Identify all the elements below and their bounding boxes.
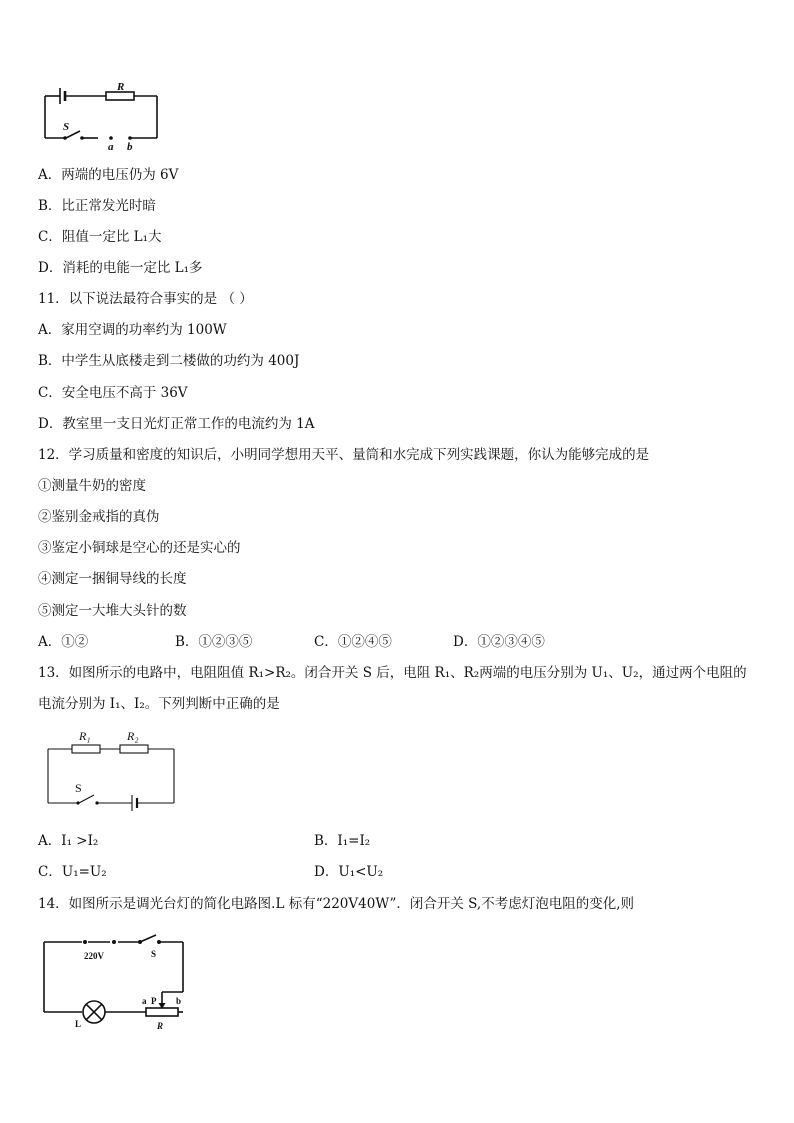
q12-stem: 12．学习质量和密度的知识后，小明同学想用天平、量筒和水完成下列实践课题，你认为能够完成的是 — [38, 447, 650, 463]
label-S: S — [63, 121, 70, 133]
q10-option-b[interactable]: B．比正常发光时暗 — [38, 198, 156, 214]
q11-option-b[interactable]: B．中学生从底楼走到二楼做的功约为 400J — [38, 353, 300, 369]
q11-option-d[interactable]: D．教室里一支日光灯正常工作的电流约为 1A — [38, 416, 315, 432]
q12-option-c[interactable]: C．①②④⑤ — [314, 634, 392, 650]
resistor — [106, 92, 134, 100]
switch-blade — [140, 935, 156, 942]
circuit-diagram-q13 — [42, 725, 182, 807]
q11-option-c[interactable]: C．安全电压不高于 36V — [38, 385, 188, 401]
switch-contact — [80, 136, 84, 140]
label-R: R — [117, 81, 125, 93]
q10-option-a[interactable]: A．两端的电压仍为 6V — [38, 167, 179, 183]
q14-stem: 14．如图所示是调光台灯的简化电路图.L 标有“220V40W”．闭合开关 S,不考虑灯泡电阻的变化,则 — [38, 896, 634, 912]
q13-stem-line2: 电流分别为 I₁、I₂。下列判断中正确的是 — [38, 696, 280, 712]
q13-stem-line1: 13．如图所示的电路中，电阻阻值 R₁>R₂。闭合开关 S 后，电阻 R₁、R₂两端的电压分别为 U₁、U₂，通过两个电阻的 — [38, 665, 747, 681]
label-a: a — [142, 996, 147, 1006]
q11-stem: 11．以下说法最符合事实的是 （ ） — [38, 291, 253, 307]
q12-item: ④测定一捆铜导线的长度 — [38, 571, 187, 587]
circuit-diagram-q10 — [38, 78, 168, 153]
label-r2: R₂ — [127, 729, 139, 743]
label-p: P — [151, 996, 157, 1006]
switch-blade — [79, 795, 94, 803]
q12-option-d[interactable]: D．①②③④⑤ — [453, 634, 545, 650]
q13-option-a[interactable]: A．I₁ >I₂ — [38, 833, 99, 849]
q12-item: ①测量牛奶的密度 — [38, 478, 146, 494]
q13-option-c[interactable]: C．U₁=U₂ — [38, 864, 107, 880]
q10-option-d[interactable]: D．消耗的电能一定比 L₁多 — [38, 260, 203, 276]
label-a: a — [108, 141, 114, 153]
label-b: b — [176, 996, 182, 1006]
rheostat-r — [146, 1008, 178, 1016]
q12-option-b[interactable]: B．①②③⑤ — [175, 634, 253, 650]
label-s: S — [151, 949, 157, 959]
label-s: S — [75, 781, 82, 795]
label-r1: R₁ — [79, 729, 91, 743]
terminal-a — [109, 136, 113, 140]
label-r: R — [157, 1021, 164, 1031]
q13-option-b[interactable]: B．I₁=I₂ — [314, 833, 371, 849]
q11-option-a[interactable]: A．家用空调的功率约为 100W — [38, 322, 227, 338]
terminal-b — [128, 136, 132, 140]
resistor-r1 — [72, 745, 100, 753]
q12-item: ③鉴定小铜球是空心的还是实心的 — [38, 540, 241, 556]
q10-option-c[interactable]: C．阻值一定比 L₁大 — [38, 229, 162, 245]
q12-option-a[interactable]: A．①② — [38, 634, 89, 650]
q13-option-d[interactable]: D．U₁<U₂ — [314, 864, 384, 880]
label-l: L — [75, 1019, 82, 1029]
resistor-r2 — [120, 745, 148, 753]
q12-item: ②鉴别金戒指的真伪 — [38, 509, 160, 525]
label-b: b — [127, 141, 133, 153]
circuit-diagram-q14 — [38, 932, 203, 1032]
q12-item: ⑤测定一大堆大头针的数 — [38, 603, 187, 619]
label-220v: 220V — [84, 951, 104, 961]
switch-contact — [63, 136, 67, 140]
